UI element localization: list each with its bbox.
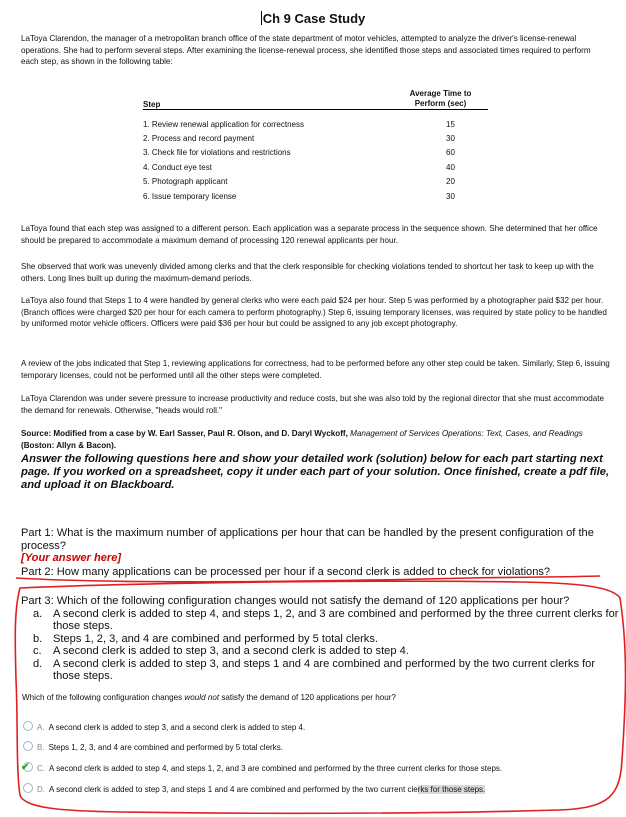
- paragraph-sequence: A review of the jobs indicated that Step 1, reviewing applications for correctness, had to be performed before any other step could be taken. Similarly, Step 6, issuing temporary licenses, could not be performed until all the other steps were completed.: [21, 359, 610, 380]
- intro-paragraph: LaToya Clarendon, the manager of a metropolitan branch office of the state department of motor vehicles, attempted to analyze the driver's license-renewal operations. She had to perform several steps. After examining the license-renewal process, she identified those steps and associated times required to perform each step, as shown in the following table:: [21, 34, 591, 67]
- choice-text-highlighted: rks for those steps.: [417, 785, 486, 794]
- source-prefix: Source: Modified from a case by W. Earl Sasser, Paul R. Olson, and D. Daryl Wyckoff,: [21, 429, 351, 438]
- option-letter: d.: [33, 657, 43, 670]
- step-cell: 2. Process and record payment: [143, 133, 255, 143]
- option-text: A second clerk is added to step 4, and steps 1, 2, and 3 are combined and performed by the three current clerks for those steps.: [53, 607, 619, 632]
- col-step-header: Step: [143, 99, 161, 109]
- source-book-title: Management of Services Operations: Text, Cases, and Readings: [350, 429, 583, 438]
- part2-question: Part 2: How many applications can be processed per hour if a second clerk is added to check for violations?: [21, 566, 551, 578]
- option-letter: c.: [33, 645, 42, 657]
- time-cell: 40: [446, 162, 455, 172]
- step-cell: 6. Issue temporary license: [143, 191, 237, 201]
- option-letter: a.: [33, 607, 43, 620]
- time-cell: 30: [446, 191, 455, 201]
- checkmark-icon: ✔: [21, 762, 30, 773]
- time-cell: 30: [446, 133, 455, 143]
- choice-letter: B.: [37, 743, 45, 752]
- paragraph-wages: LaToya also found that Steps 1 to 4 were handled by general clerks who were each paid $24 per hour. Step 5 was performed by a photographer paid $32 per hour. (Branch offices were charged $20 per hour for each camera to perform photography.) Step 6, issuing temporary licenses, was required by state policy to be handled by uniformed motor vehicle officers. Officers were paid $36 per hour but could be assigned to any job except photography.: [21, 296, 607, 329]
- step-cell: 3. Check file for violations and restrictions: [143, 148, 291, 158]
- paragraph-workload: She observed that work was unevenly divided among clerks and that the clerk responsible for checking violations tended to shortcut her task to keep up with the others. Long lines built up during the maximum-demand periods.: [21, 262, 594, 283]
- choice-letter: C.: [37, 764, 45, 773]
- paragraph-demand: LaToya found that each step was assigned to a different person. Each application was a separate process in the sequence shown. She determined that her office should be prepared to accommodate a maximum demand of processing 120 renewal applicants per hour.: [21, 224, 598, 245]
- col-time-header-line1: Average Time to: [409, 88, 472, 98]
- quiz-question-emphasis: would not: [184, 693, 220, 702]
- choice-text: A second clerk is added to step 4, and steps 1, 2, and 3 are combined and performed by the three current clerks for those steps.: [49, 764, 503, 773]
- annotation-outline: [15, 581, 625, 813]
- option-letter: b.: [33, 632, 43, 645]
- step-cell: 4. Conduct eye test: [143, 162, 212, 172]
- choice-text: Steps 1, 2, 3, and 4 are combined and performed by 5 total clerks.: [48, 743, 283, 752]
- quiz-question-suffix: satisfy the demand of 120 applications per hour?: [219, 693, 396, 702]
- paragraph-pressure: LaToya Clarendon was under severe pressure to increase productivity and reduce costs, but she was also told by the regional director that she must accommodate the demand for renewals. Otherwise, "heads would roll.": [21, 394, 605, 415]
- step-cell: 1. Review renewal application for correctness: [143, 119, 304, 129]
- choice-text: A second clerk is added to step 3, and steps 1 and 4 are combined and performed by the two current cle: [49, 785, 418, 794]
- time-cell: 60: [446, 148, 455, 158]
- step-cell: 5. Photograph applicant: [143, 177, 228, 187]
- instructions: Answer the following questions here and show your detailed work (solution) below for each part starting next page. If you worked on a spreadsheet, copy it under each part of your solution. Once finished, create a pdf file, and upload it on Blackboard.: [21, 453, 610, 491]
- part1-question: Part 1: What is the maximum number of applications per hour that can be handled by the present configuration of the process?: [21, 527, 594, 552]
- col-time-header-line2: Perform (sec): [414, 98, 467, 108]
- option-text: A second clerk is added to step 3, and a second clerk is added to step 4.: [53, 645, 409, 657]
- answer-placeholder[interactable]: [Your answer here]: [21, 552, 122, 564]
- choice-text: A second clerk is added to step 3, and a second clerk is added to step 4.: [48, 723, 306, 732]
- choice-letter: A.: [37, 723, 45, 732]
- time-cell: 20: [446, 177, 455, 187]
- part3-question: Part 3: Which of the following configuration changes would not satisfy the demand of 120 applications per hour?: [21, 595, 570, 607]
- option-text: A second clerk is added to step 3, and steps 1 and 4 are combined and performed by the two current clerks for those steps.: [53, 657, 596, 682]
- choice-letter: D.: [37, 785, 45, 794]
- page-title-text: Ch 9 Case Study: [262, 11, 366, 26]
- time-cell: 15: [446, 119, 455, 129]
- source-suffix: (Boston: Allyn & Bacon).: [21, 440, 117, 450]
- quiz-question-prefix: Which of the following configuration changes: [22, 693, 185, 702]
- option-text: Steps 1, 2, 3, and 4 are combined and performed by 5 total clerks.: [53, 632, 378, 645]
